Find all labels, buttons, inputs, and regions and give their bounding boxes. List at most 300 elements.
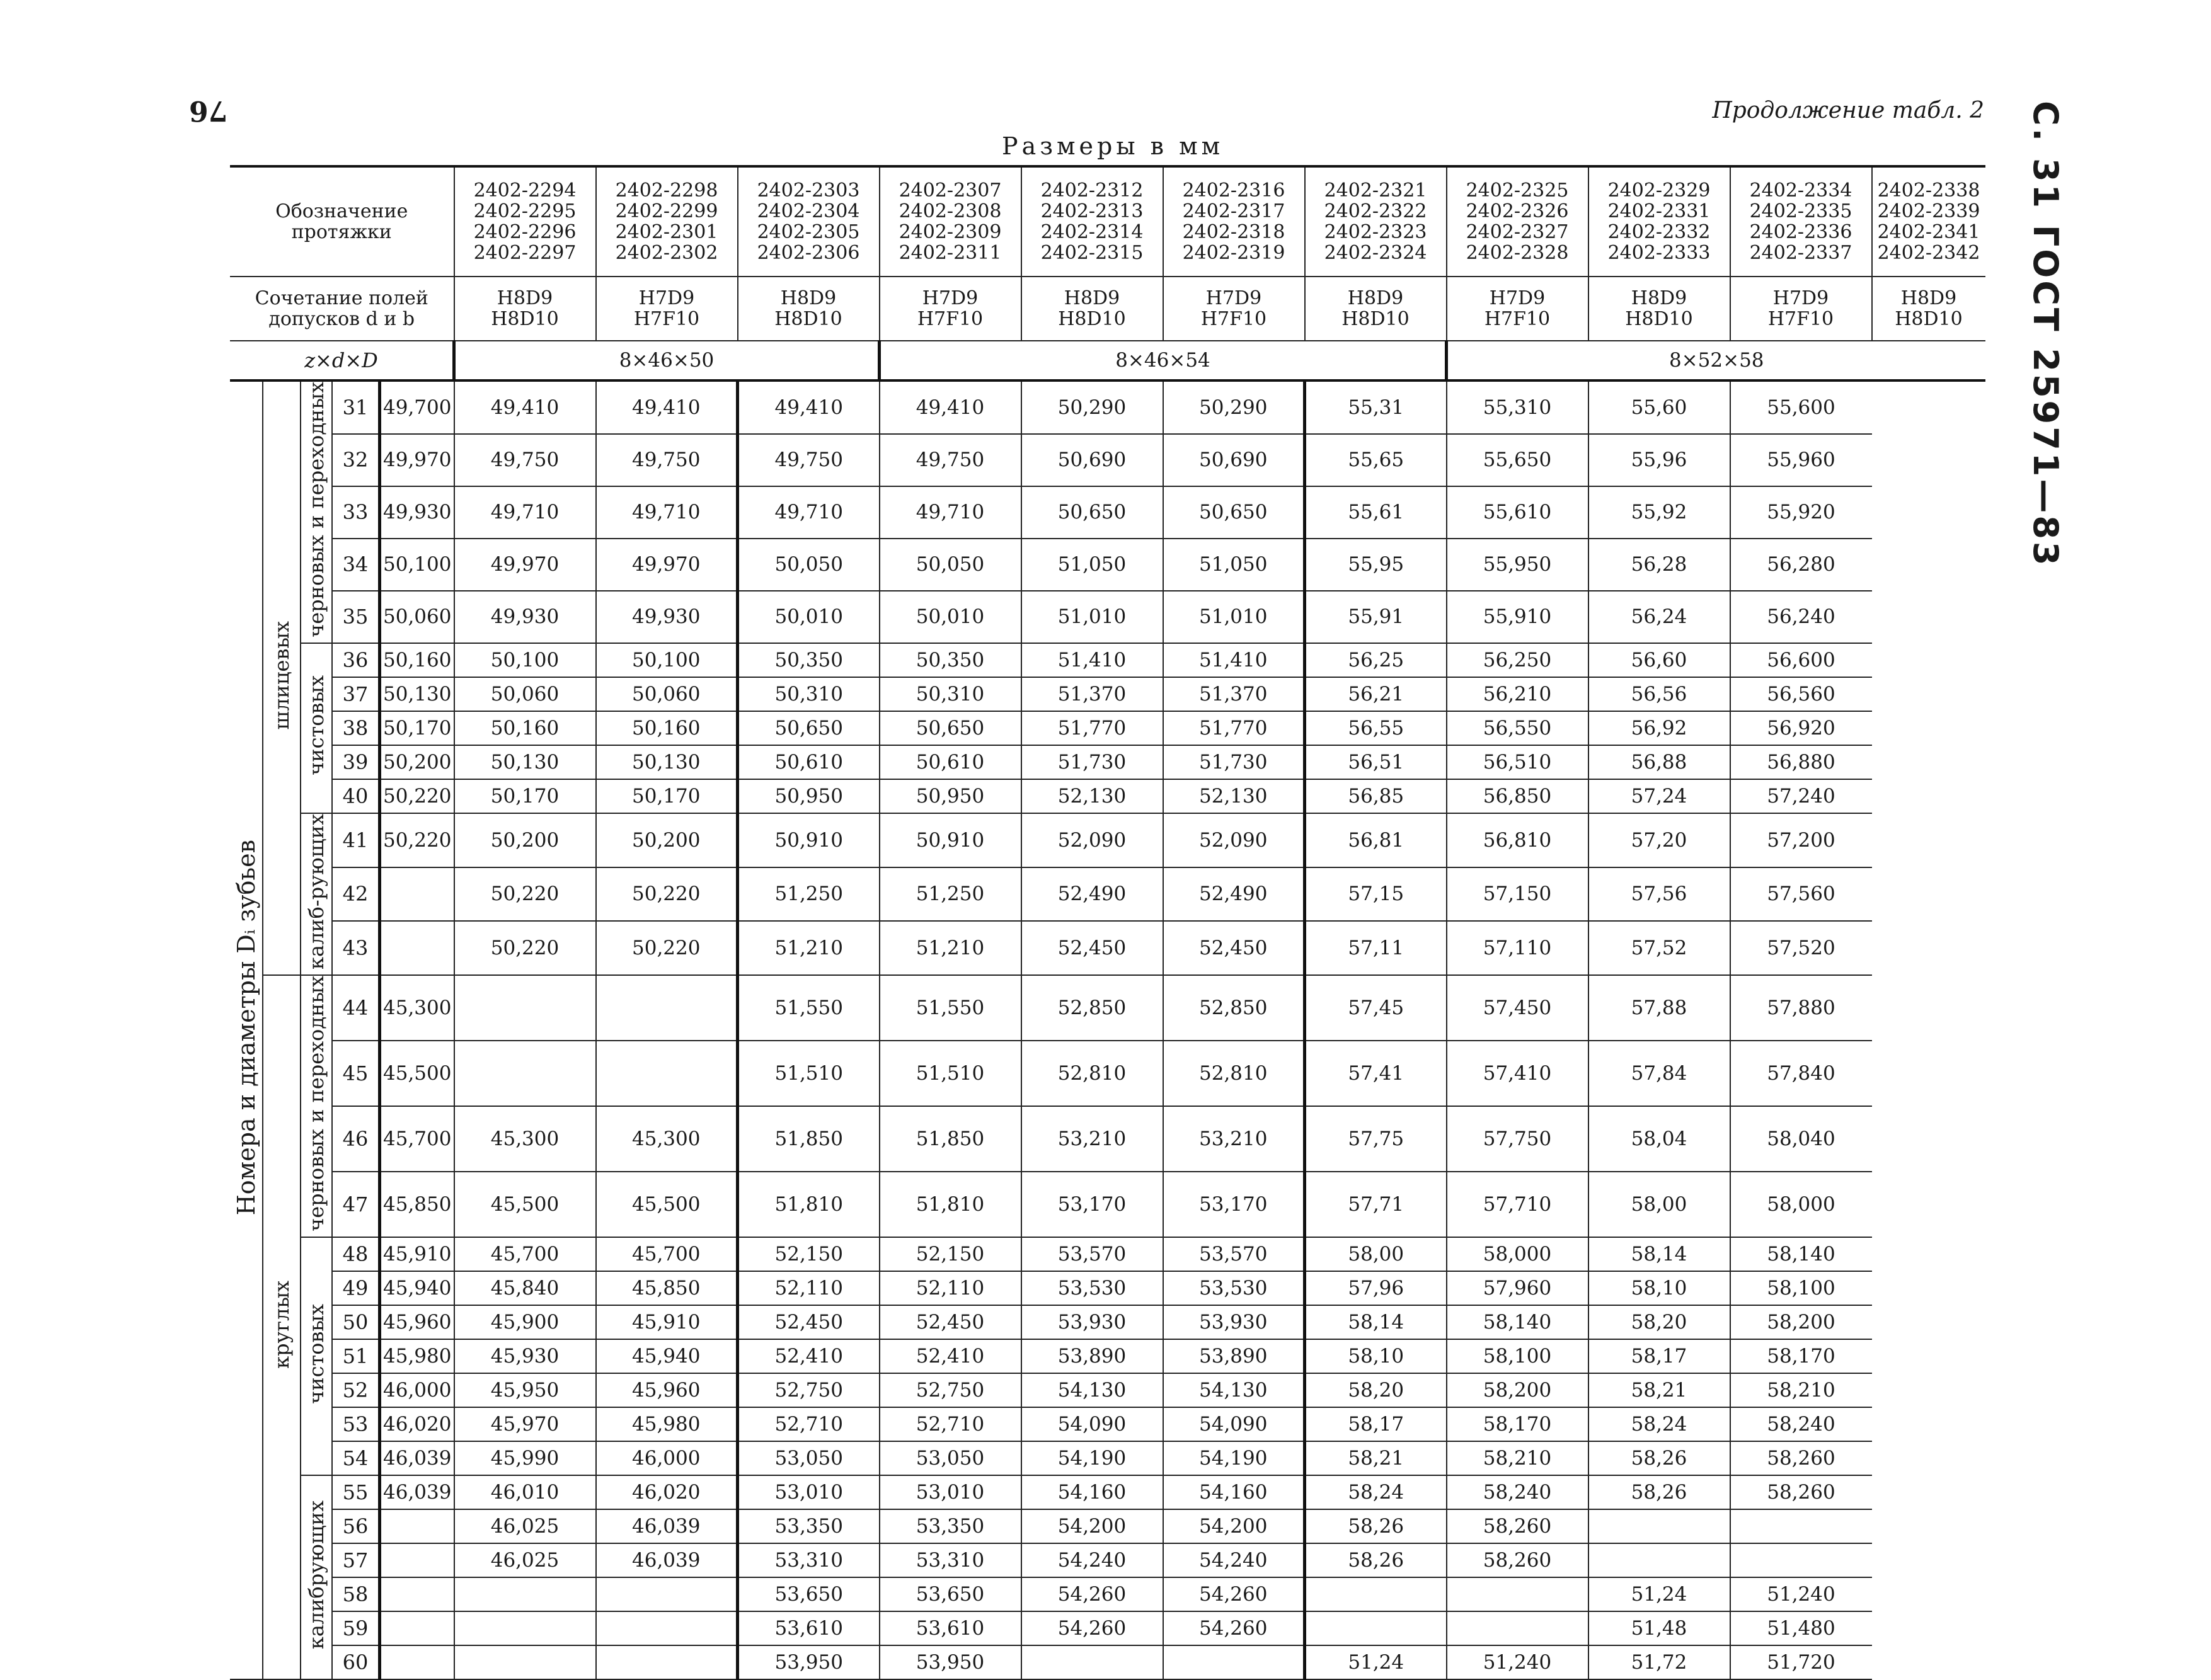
diameter-cell: 45,300 (380, 975, 454, 1041)
designation-code: 2402-2325 (1466, 180, 1569, 202)
designation-code: 2402-2339 (1877, 200, 1980, 222)
tolerance-cell (454, 277, 596, 341)
diameter-cell: 52,850 (1163, 975, 1305, 1041)
tolerance-value: H7D9 (638, 287, 695, 309)
designation-code: 2402-2328 (1466, 242, 1569, 264)
diameter-cell: 53,210 (1163, 1106, 1305, 1172)
tooth-number: 58 (332, 1577, 380, 1611)
subgroup-finishing (301, 643, 332, 813)
subgroup-rough (301, 975, 332, 1237)
header-size-row (230, 341, 1985, 380)
diameter-cell: 57,710 (1447, 1172, 1588, 1237)
diameter-cell: 52,710 (738, 1407, 880, 1441)
diameter-cell: 54,260 (1021, 1577, 1163, 1611)
diameter-cell: 50,200 (596, 813, 738, 867)
diameter-cell: 57,750 (1447, 1106, 1588, 1172)
diameter-cell: 55,61 (1305, 486, 1447, 539)
table-row (230, 813, 1985, 867)
diameter-cell: 50,130 (596, 745, 738, 779)
diameter-cell: 50,220 (596, 921, 738, 975)
diameter-cell (380, 1645, 454, 1679)
diameter-cell: 54,130 (1021, 1373, 1163, 1407)
diameter-cell: 50,220 (596, 867, 738, 922)
diameter-cell (1447, 1611, 1588, 1645)
tooth-number: 60 (332, 1645, 380, 1679)
diameter-cell: 49,750 (454, 434, 596, 486)
table-row (230, 1305, 1985, 1339)
diameter-cell: 51,010 (1163, 591, 1305, 643)
diameter-cell: 58,10 (1305, 1339, 1447, 1373)
diameter-cell: 46,039 (380, 1475, 454, 1509)
subgroup-finishing-text: чистовых (304, 1303, 328, 1404)
diameter-cell: 54,130 (1163, 1373, 1305, 1407)
diameter-cell: 58,210 (1447, 1441, 1588, 1475)
tooth-number: 50 (332, 1305, 380, 1339)
diameter-cell: 56,60 (1588, 643, 1730, 677)
diameter-cell: 58,140 (1730, 1237, 1872, 1271)
tooth-number: 33 (332, 486, 380, 539)
designation-code: 2402-2298 (615, 180, 718, 202)
diameter-cell: 50,910 (880, 813, 1021, 867)
diameter-cell: 58,14 (1305, 1305, 1447, 1339)
diameter-cell: 49,710 (880, 486, 1021, 539)
diameter-cell: 51,72 (1588, 1645, 1730, 1679)
diameter-cell: 53,530 (1163, 1271, 1305, 1305)
diameter-cell: 45,300 (454, 1106, 596, 1172)
diameter-cell: 54,260 (1163, 1611, 1305, 1645)
tolerance-cell (1021, 277, 1163, 341)
diameter-cell: 58,20 (1305, 1373, 1447, 1407)
diameter-cell: 56,56 (1588, 677, 1730, 711)
designation-cell (1588, 166, 1730, 277)
diameter-cell: 52,450 (1163, 921, 1305, 975)
diameter-cell: 53,930 (1021, 1305, 1163, 1339)
diameter-cell: 50,220 (380, 813, 454, 867)
diameter-cell: 54,160 (1021, 1475, 1163, 1509)
tolerance-value: H8D9 (497, 287, 553, 309)
diameter-cell: 58,26 (1588, 1441, 1730, 1475)
diameter-cell: 50,690 (1163, 434, 1305, 486)
diameter-cell: 53,310 (880, 1543, 1021, 1577)
diameter-cell: 55,650 (1447, 434, 1588, 486)
diameter-cell: 45,980 (380, 1339, 454, 1373)
tolerance-value: H8D9 (780, 287, 837, 309)
diameter-cell: 57,150 (1447, 867, 1588, 922)
tolerance-value: H8D10 (1625, 308, 1693, 330)
tooth-number: 49 (332, 1271, 380, 1305)
diameter-cell: 54,090 (1021, 1407, 1163, 1441)
diameter-cell: 58,100 (1730, 1271, 1872, 1305)
diameter-cell: 50,050 (738, 539, 880, 591)
diameter-cell: 45,500 (380, 1041, 454, 1106)
diameter-cell: 53,950 (738, 1645, 880, 1679)
diameter-cell: 51,480 (1730, 1611, 1872, 1645)
diameter-cell: 51,770 (1163, 711, 1305, 745)
diameter-cell: 58,14 (1588, 1237, 1730, 1271)
diameter-cell: 51,730 (1021, 745, 1163, 779)
row-group-spline (263, 380, 301, 975)
diameter-cell: 50,050 (880, 539, 1021, 591)
diameter-cell: 53,610 (738, 1611, 880, 1645)
table-row (230, 745, 1985, 779)
diameter-cell: 54,240 (1163, 1543, 1305, 1577)
tooth-number: 42 (332, 867, 380, 922)
diameter-cell: 57,840 (1730, 1041, 1872, 1106)
diameter-cell: 50,610 (880, 745, 1021, 779)
diameter-cell (454, 1041, 596, 1106)
diameter-cell: 45,300 (596, 1106, 738, 1172)
diameter-cell: 51,240 (1447, 1645, 1588, 1679)
diameter-cell: 45,700 (454, 1237, 596, 1271)
diameter-cell: 50,310 (880, 677, 1021, 711)
broach-dimensions-table (230, 165, 1985, 1680)
diameter-cell: 58,240 (1730, 1407, 1872, 1441)
table-continuation-note: Продолжение табл. 2 (1712, 98, 1984, 123)
diameter-cell (596, 1611, 738, 1645)
designation-code: 2402-2322 (1324, 200, 1427, 222)
diameter-cell: 51,050 (1163, 539, 1305, 591)
designation-code: 2402-2297 (473, 242, 577, 264)
designation-code: 2402-2312 (1040, 180, 1144, 202)
diameter-cell (454, 1577, 596, 1611)
designation-code: 2402-2311 (899, 242, 1002, 264)
diameter-cell: 57,11 (1305, 921, 1447, 975)
page-number: 76 (189, 94, 228, 127)
tolerance-value: H7D9 (1772, 287, 1829, 309)
diameter-cell: 51,250 (880, 867, 1021, 922)
diameter-cell: 46,039 (596, 1509, 738, 1543)
diameter-cell: 57,88 (1588, 975, 1730, 1041)
diameter-cell: 50,010 (880, 591, 1021, 643)
diameter-cell: 58,170 (1730, 1339, 1872, 1373)
diameter-cell (454, 1611, 596, 1645)
diameter-cell: 57,15 (1305, 867, 1447, 922)
diameter-cell: 58,17 (1305, 1407, 1447, 1441)
diameter-cell: 57,71 (1305, 1172, 1447, 1237)
diameter-cell: 51,48 (1588, 1611, 1730, 1645)
diameter-cell: 50,100 (454, 643, 596, 677)
diameter-cell (1730, 1543, 1872, 1577)
diameter-cell (1305, 1611, 1447, 1645)
diameter-cell: 58,200 (1447, 1373, 1588, 1407)
tooth-number: 51 (332, 1339, 380, 1373)
diameter-cell: 45,840 (454, 1271, 596, 1305)
diameter-cell: 51,850 (880, 1106, 1021, 1172)
table-row (230, 643, 1985, 677)
diameter-cell: 45,960 (380, 1305, 454, 1339)
designation-cell (596, 166, 738, 277)
designation-cell (1163, 166, 1305, 277)
designation-code: 2402-2302 (615, 242, 718, 264)
designation-code: 2402-2321 (1324, 180, 1427, 202)
diameter-cell: 45,950 (454, 1373, 596, 1407)
designation-code: 2402-2327 (1466, 221, 1569, 243)
designation-code: 2402-2336 (1749, 221, 1852, 243)
diameter-cell: 45,910 (380, 1237, 454, 1271)
table-row (230, 1041, 1985, 1106)
table-row (230, 380, 1985, 434)
diameter-cell: 58,26 (1305, 1543, 1447, 1577)
diameter-cell: 57,410 (1447, 1041, 1588, 1106)
diameter-cell: 54,190 (1021, 1441, 1163, 1475)
diameter-cell: 51,410 (1163, 643, 1305, 677)
units-caption: Размеры в мм (1002, 132, 1224, 160)
diameter-cell: 58,260 (1730, 1475, 1872, 1509)
diameter-cell: 55,95 (1305, 539, 1447, 591)
diameter-cell (1588, 1509, 1730, 1543)
diameter-cell: 56,560 (1730, 677, 1872, 711)
diameter-cell: 52,110 (738, 1271, 880, 1305)
diameter-cell: 51,24 (1305, 1645, 1447, 1679)
diameter-cell: 53,170 (1163, 1172, 1305, 1237)
designation-code: 2402-2331 (1607, 200, 1711, 222)
size-label: z×d×D (230, 341, 454, 380)
tolerance-cell (1447, 277, 1588, 341)
diameter-cell: 56,920 (1730, 711, 1872, 745)
diameter-cell: 58,240 (1447, 1475, 1588, 1509)
diameter-cell: 58,260 (1447, 1543, 1588, 1577)
diameter-cell: 57,560 (1730, 867, 1872, 922)
row-group-round (263, 975, 301, 1679)
diameter-cell: 51,240 (1730, 1577, 1872, 1611)
tooth-number: 45 (332, 1041, 380, 1106)
diameter-cell: 58,170 (1447, 1407, 1588, 1441)
diameter-cell: 45,990 (454, 1441, 596, 1475)
designation-code: 2402-2338 (1877, 180, 1980, 202)
table-row (230, 1577, 1985, 1611)
diameter-cell: 58,26 (1305, 1509, 1447, 1543)
tolerance-value: H7F10 (1484, 308, 1551, 330)
diameter-cell: 49,970 (380, 434, 454, 486)
diameter-cell: 46,039 (596, 1543, 738, 1577)
diameter-cell (380, 1543, 454, 1577)
diameter-cell (596, 1645, 738, 1679)
subgroup-finishing (301, 1237, 332, 1475)
tooth-number: 46 (332, 1106, 380, 1172)
tooth-number: 40 (332, 779, 380, 813)
diameter-cell: 49,930 (380, 486, 454, 539)
table-row (230, 539, 1985, 591)
diameter-cell: 52,810 (1163, 1041, 1305, 1106)
diameter-cell: 51,810 (738, 1172, 880, 1237)
subgroup-calibrating-text: калиб-рующих (304, 813, 328, 970)
subgroup-finishing-text: чистовых (304, 675, 328, 776)
tooth-number: 34 (332, 539, 380, 591)
tolerance-value: H7D9 (922, 287, 979, 309)
diameter-cell: 52,130 (1021, 779, 1163, 813)
diameter-cell: 50,060 (380, 591, 454, 643)
diameter-cell: 50,100 (380, 539, 454, 591)
diameter-cell: 45,850 (596, 1271, 738, 1305)
tooth-number: 36 (332, 643, 380, 677)
designation-code: 2402-2303 (757, 180, 860, 202)
diameter-cell: 53,170 (1021, 1172, 1163, 1237)
diameter-cell: 50,220 (454, 867, 596, 922)
diameter-cell: 56,85 (1305, 779, 1447, 813)
diameter-cell (596, 1577, 738, 1611)
diameter-cell: 49,710 (596, 486, 738, 539)
tolerance-value: H7D9 (1489, 287, 1546, 309)
designation-code: 2402-2323 (1324, 221, 1427, 243)
diameter-cell: 52,810 (1021, 1041, 1163, 1106)
designation-label: Обозначение протяжки (230, 166, 454, 277)
designation-code: 2402-2295 (473, 200, 577, 222)
diameter-cell: 58,200 (1730, 1305, 1872, 1339)
diameter-cell: 53,950 (880, 1645, 1021, 1679)
tolerance-value: H8D9 (1347, 287, 1404, 309)
diameter-cell: 46,010 (454, 1475, 596, 1509)
diameter-cell: 50,130 (454, 745, 596, 779)
diameter-cell: 52,130 (1163, 779, 1305, 813)
diameter-cell: 52,850 (1021, 975, 1163, 1041)
tolerance-value: H8D9 (1900, 287, 1957, 309)
tolerance-value: H7F10 (633, 308, 700, 330)
designation-code: 2402-2319 (1182, 242, 1285, 264)
table-row (230, 1106, 1985, 1172)
designation-cell (738, 166, 880, 277)
diameter-cell: 56,880 (1730, 745, 1872, 779)
diameter-cell: 45,930 (454, 1339, 596, 1373)
tooth-number: 59 (332, 1611, 380, 1645)
diameter-cell: 54,260 (1021, 1611, 1163, 1645)
diameter-cell: 54,190 (1163, 1441, 1305, 1475)
diameter-cell: 51,370 (1021, 677, 1163, 711)
diameter-cell: 56,510 (1447, 745, 1588, 779)
designation-code: 2402-2307 (899, 180, 1002, 202)
tooth-number: 52 (332, 1373, 380, 1407)
diameter-cell: 50,610 (738, 745, 880, 779)
tolerance-cell (1305, 277, 1447, 341)
diameter-cell: 49,930 (596, 591, 738, 643)
diameter-cell: 56,28 (1588, 539, 1730, 591)
tooth-number: 47 (332, 1172, 380, 1237)
tooth-number: 39 (332, 745, 380, 779)
diameter-cell: 55,910 (1447, 591, 1588, 643)
designation-code: 2402-2296 (473, 221, 577, 243)
diameter-cell: 51,050 (1021, 539, 1163, 591)
diameter-cell: 50,170 (380, 711, 454, 745)
diameter-cell: 57,96 (1305, 1271, 1447, 1305)
diameter-cell: 56,280 (1730, 539, 1872, 591)
subgroup-rough-text: черновых и переходных (304, 382, 328, 637)
diameter-cell: 52,490 (1021, 867, 1163, 922)
size-group: 8×46×54 (880, 341, 1447, 380)
diameter-cell: 57,200 (1730, 813, 1872, 867)
header-designation-row (230, 166, 1985, 277)
diameter-cell: 49,410 (454, 380, 596, 434)
designation-code: 2402-2318 (1182, 221, 1285, 243)
diameter-cell: 53,650 (738, 1577, 880, 1611)
diameter-cell: 54,090 (1163, 1407, 1305, 1441)
tolerance-value: H8D10 (1058, 308, 1126, 330)
diameter-cell: 52,110 (880, 1271, 1021, 1305)
tolerance-cell (596, 277, 738, 341)
diameter-cell: 45,700 (380, 1106, 454, 1172)
diameter-cell (596, 1041, 738, 1106)
designation-cell (1021, 166, 1163, 277)
tolerance-value: H7D9 (1205, 287, 1262, 309)
diameter-cell: 51,210 (880, 921, 1021, 975)
size-group: 8×46×50 (454, 341, 880, 380)
diameter-cell: 58,26 (1588, 1475, 1730, 1509)
diameter-cell: 50,690 (1021, 434, 1163, 486)
diameter-cell: 56,550 (1447, 711, 1588, 745)
designation-code: 2402-2333 (1607, 242, 1711, 264)
diameter-cell: 50,650 (1163, 486, 1305, 539)
designation-code: 2402-2337 (1749, 242, 1852, 264)
diameter-cell: 57,520 (1730, 921, 1872, 975)
designation-cell (1305, 166, 1447, 277)
diameter-cell: 51,770 (1021, 711, 1163, 745)
designation-code: 2402-2294 (473, 180, 577, 202)
diameter-cell: 50,010 (738, 591, 880, 643)
diameter-cell: 56,55 (1305, 711, 1447, 745)
diameter-cell: 52,410 (880, 1339, 1021, 1373)
tolerance-cell (880, 277, 1021, 341)
designation-code: 2402-2306 (757, 242, 860, 264)
table-row (230, 677, 1985, 711)
diameter-cell: 57,20 (1588, 813, 1730, 867)
diameter-cell: 57,84 (1588, 1041, 1730, 1106)
diameter-cell: 54,200 (1163, 1509, 1305, 1543)
table-row (230, 779, 1985, 813)
diameter-cell: 55,65 (1305, 434, 1447, 486)
diameter-cell: 50,130 (380, 677, 454, 711)
diameter-cell: 49,930 (454, 591, 596, 643)
diameter-cell: 46,025 (454, 1543, 596, 1577)
diameter-cell: 57,45 (1305, 975, 1447, 1041)
document-header: С. 31 ГОСТ 25971—83 (2026, 101, 2065, 568)
diameter-cell: 46,020 (596, 1475, 738, 1509)
diameter-cell: 56,24 (1588, 591, 1730, 643)
diameter-cell: 58,100 (1447, 1339, 1588, 1373)
tolerance-value: H7F10 (1200, 308, 1267, 330)
diameter-cell: 49,410 (738, 380, 880, 434)
row-group-main-label-text: Номера и диаметры Dᵢ зубьев (232, 840, 260, 1216)
diameter-cell (380, 867, 454, 922)
diameter-cell: 56,850 (1447, 779, 1588, 813)
designation-code: 2402-2305 (757, 221, 860, 243)
diameter-cell: 56,92 (1588, 711, 1730, 745)
diameter-cell: 49,410 (880, 380, 1021, 434)
diameter-cell: 51,210 (738, 921, 880, 975)
diameter-cell: 54,200 (1021, 1509, 1163, 1543)
designation-code: 2402-2317 (1182, 200, 1285, 222)
diameter-cell: 50,650 (738, 711, 880, 745)
subgroup-calibrating-text: калибрующих (304, 1500, 328, 1650)
diameter-cell: 55,950 (1447, 539, 1588, 591)
tooth-number: 31 (332, 380, 380, 434)
diameter-cell: 50,910 (738, 813, 880, 867)
diameter-cell: 56,88 (1588, 745, 1730, 779)
diameter-cell: 52,490 (1163, 867, 1305, 922)
tooth-number: 43 (332, 921, 380, 975)
diameter-cell: 50,290 (1163, 380, 1305, 434)
diameter-cell: 55,610 (1447, 486, 1588, 539)
diameter-cell: 50,060 (454, 677, 596, 711)
diameter-cell: 50,350 (738, 643, 880, 677)
diameter-cell: 58,04 (1588, 1106, 1730, 1172)
diameter-cell: 55,920 (1730, 486, 1872, 539)
table-row (230, 1172, 1985, 1237)
diameter-cell: 53,310 (738, 1543, 880, 1577)
diameter-cell: 54,240 (1021, 1543, 1163, 1577)
designation-cell (1447, 166, 1588, 277)
diameter-cell: 49,750 (596, 434, 738, 486)
designation-cell (880, 166, 1021, 277)
diameter-cell: 49,750 (880, 434, 1021, 486)
size-group: 8×52×58 (1447, 341, 1985, 380)
